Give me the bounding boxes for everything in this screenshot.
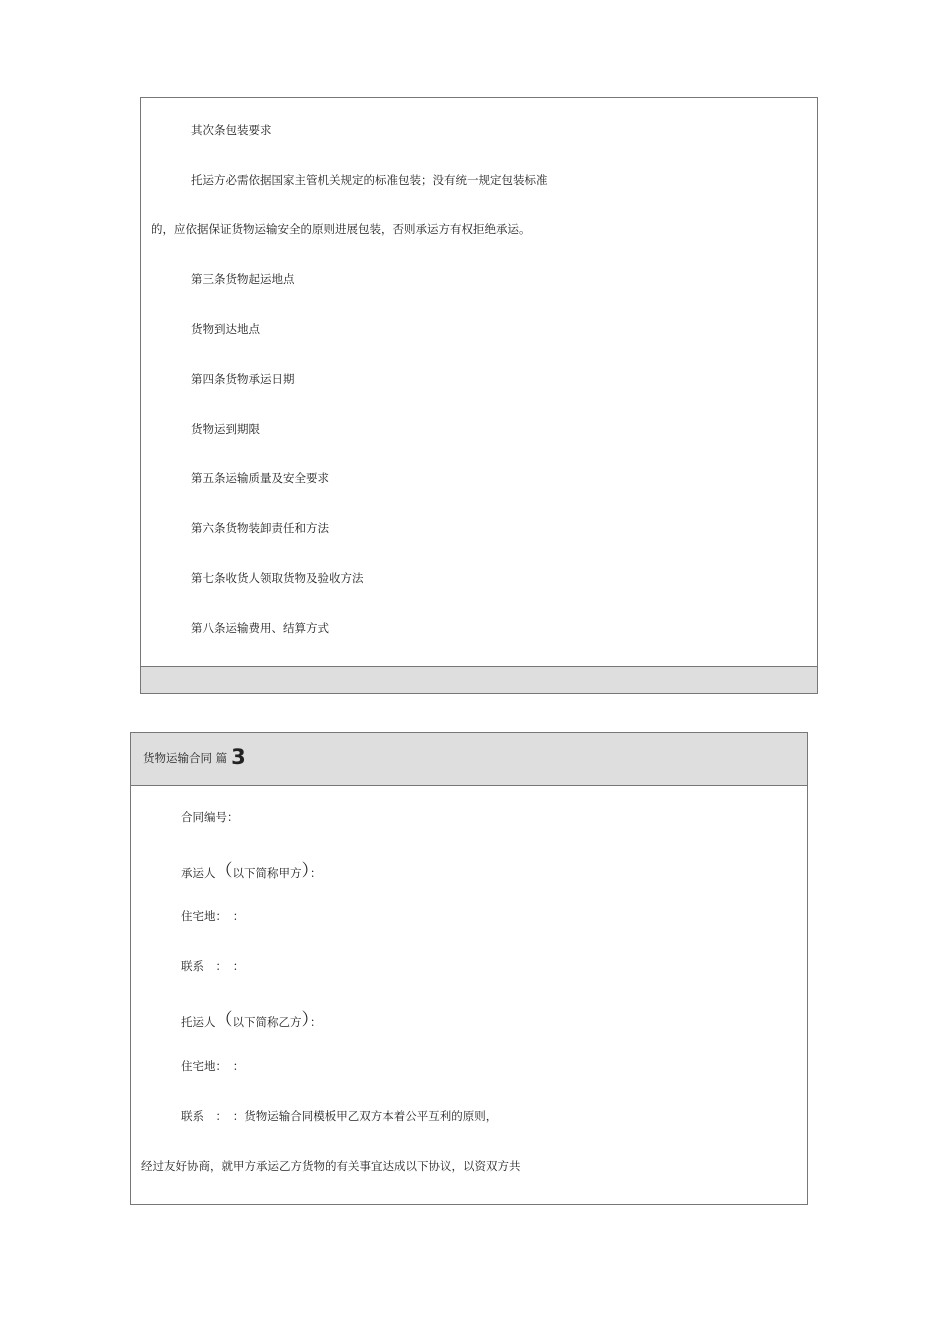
- carrier-alias: 以下简称甲方: [232, 866, 302, 880]
- carrier-colon: ：: [310, 866, 322, 880]
- agreement-text: 经过友好协商，就甲方承运乙方货物的有关事宜达成以下协议，以资双方共: [141, 1159, 521, 1173]
- clause-2-text: 托运方必需依据国家主管机关规定的标准包装；没有统一规定包装标准: [191, 173, 548, 187]
- carrier-line: 承运人（以下简称甲方）：: [181, 861, 322, 881]
- carrier-label: 承运人: [181, 866, 216, 880]
- clause-2-heading: 其次条包装要求: [191, 123, 272, 137]
- carrier-contact-label: 联系 ： ：: [181, 959, 245, 973]
- clause-3-heading: 第三条货物起运地点: [191, 272, 295, 286]
- destination-label: 货物到达地点: [191, 322, 260, 336]
- clause-6-heading: 第六条货物装卸责任和方法: [191, 521, 329, 535]
- contract-number-label: 合同编号：: [181, 810, 239, 824]
- contract-section-box: [140, 97, 818, 694]
- section-footer-bar: [141, 666, 817, 693]
- shipper-alias: 以下简称乙方: [232, 1015, 302, 1029]
- clause-5-heading: 第五条运输质量及安全要求: [191, 471, 329, 485]
- clause-8-heading: 第八条运输费用、结算方式: [191, 621, 329, 635]
- shipper-line: 托运人（以下简称乙方）：: [181, 1010, 322, 1030]
- section-title: [143, 745, 246, 769]
- section-title-text: 货物运输合同 篇: [143, 751, 228, 765]
- clause-4-heading: 第四条货物承运日期: [191, 372, 295, 386]
- section-header-bar: [131, 733, 807, 786]
- clause-2-text-cont: 的，应依据保证货物运输安全的原则进展包装，否则承运方有权拒绝承运。: [151, 222, 531, 236]
- shipper-contact-label: 联系 ： ：货物运输合同模板甲乙双方本着公平互利的原则，: [181, 1109, 498, 1123]
- shipper-colon: ：: [310, 1015, 322, 1029]
- section-title-number: 3: [231, 745, 246, 769]
- delivery-term-label: 货物运到期限: [191, 422, 260, 436]
- shipper-label: 托运人: [181, 1015, 216, 1029]
- contract-section-box-3: [130, 732, 808, 1205]
- shipper-address-label: 住宅地： ：: [181, 1059, 245, 1073]
- carrier-address-label: 住宅地： ：: [181, 909, 245, 923]
- clause-7-heading: 第七条收货人领取货物及验收方法: [191, 571, 364, 585]
